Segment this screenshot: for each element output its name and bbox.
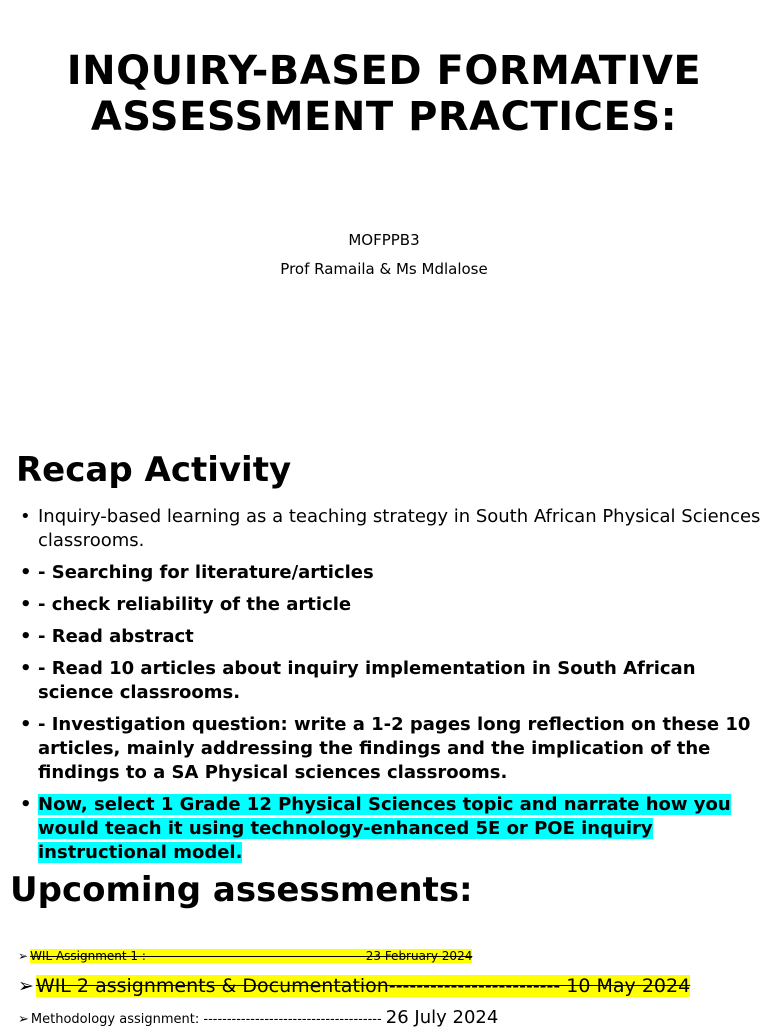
presentation-title: INQUIRY-BASED FORMATIVE ASSESSMENT PRACTICES: [66,48,702,140]
bullet-text: - Investigation question: write a 1-2 pages long reflection on these 10 articles, mainly addressing the findings and the implication of the findings to a SA Physical sciences classrooms. [38,714,751,783]
arrow-bullet-icon: ➢ [18,949,29,963]
bullet-icon: • [20,658,32,679]
list-item [18,793,763,865]
bullet-icon: • [20,562,32,583]
recap-bullet-list [18,505,763,873]
bullet-text: Inquiry-based learning as a teaching strategy in South African Physical Sciences classrooms. [38,506,761,551]
assessment-label: WIL Assignment 1 : ------------------------------------------------- 23 February 2024 [30,949,473,963]
bullet-text: - Searching for literature/articles [38,562,374,583]
bullet-text: - Read 10 articles about inquiry implementation in South African science classrooms. [38,658,696,703]
bullet-icon: • [20,714,32,735]
list-item [18,625,763,649]
assessment-label: WIL 2 assignments & Documentation------------------------- 10 May 2024 [35,975,691,997]
assessment-item [18,948,472,964]
bullet-text: - check reliability of the article [38,594,352,615]
bullet-icon: • [20,626,32,647]
bullet-icon: • [20,594,32,615]
assessment-item [18,1006,498,1032]
course-code: MOFPPB3 [348,231,420,249]
assessments-slide [0,860,768,1028]
recap-title: Recap Activity [16,450,292,490]
assessment-label: Methodology assignment: -------------------------------------- [30,1012,386,1027]
bullet-icon: • [20,794,32,815]
arrow-bullet-icon: ➢ [18,975,34,997]
presenters: Prof Ramaila & Ms Mdlalose [280,260,488,278]
recap-slide [0,430,768,863]
highlighted-task-text: Now, select 1 Grade 12 Physical Sciences topic and narrate how you would teach it using technology-enhanced 5E or POE inquiry instructional model. [38,794,731,863]
assessment-item [18,974,690,998]
list-item [18,713,763,785]
arrow-bullet-icon: ➢ [18,1012,29,1027]
title-slide [0,0,768,430]
upcoming-title: Upcoming assessments: [10,870,473,910]
list-item [18,593,763,617]
assessment-date: 26 July 2024 [385,1007,499,1028]
list-item [18,561,763,585]
list-item [18,657,763,705]
list-item [18,505,763,553]
bullet-text: - Read abstract [38,626,194,647]
bullet-icon: • [20,506,31,527]
